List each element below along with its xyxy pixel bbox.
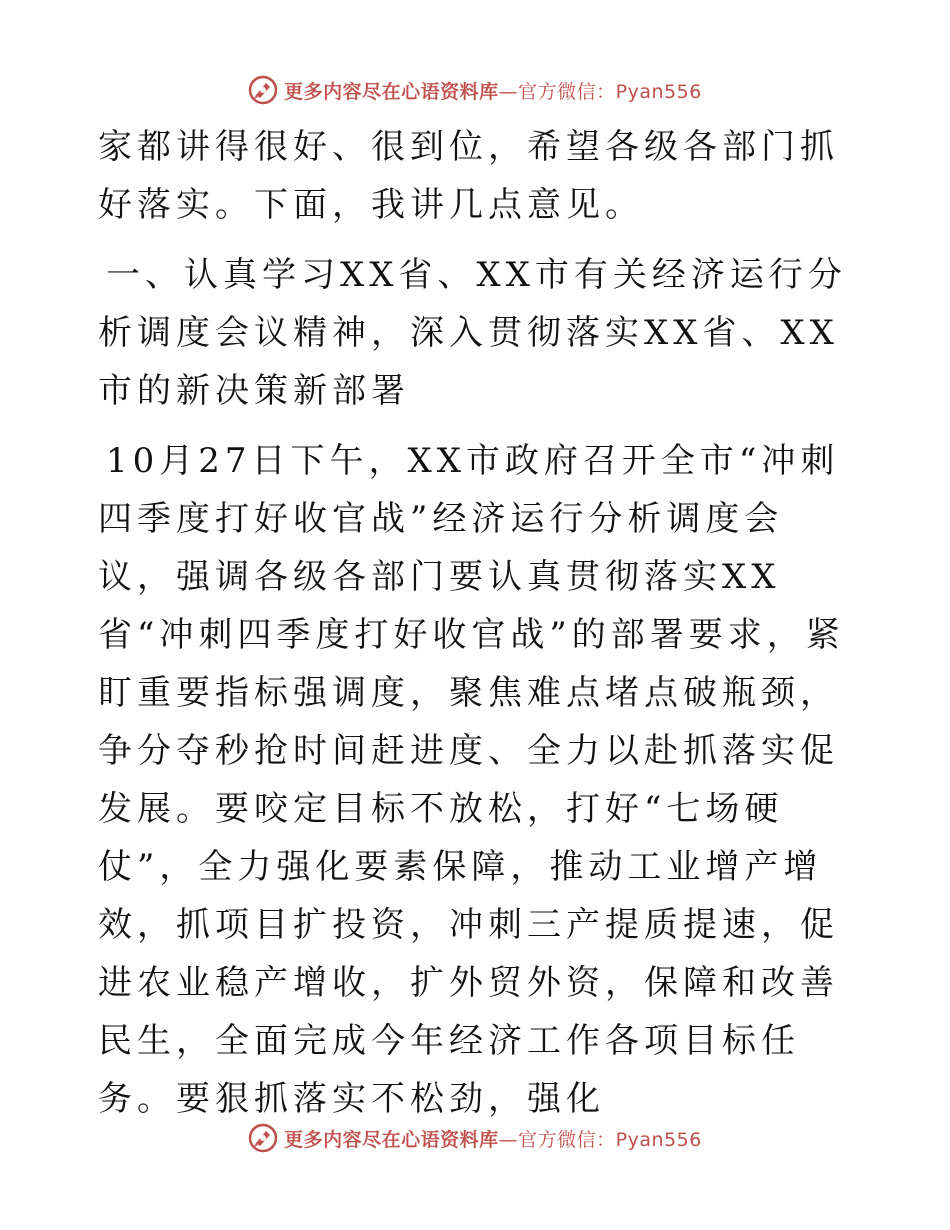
- watermark-separator: —: [498, 1128, 519, 1151]
- watermark-text: [284, 77, 702, 104]
- body-paragraph: 10月27日下午，XX市政府召开全市“冲刺四季度打好收官战”经济运行分析调度会议，强调各级各部门要认真贯彻落实XX省“冲刺四季度打好收官战”的部署要求，紧盯重要指标强调度，聚焦难点堵点破瓶颈，争分夺秒抢时间赶进度、全力以赴抓落实促发展。要咬定目标不放松，打好“七场硬仗”，全力强化要素保障，推动工业增产增效，抓项目扩投资，冲刺三产提质提速，促进农业稳产增收，扩外贸外资，保障和改善民生，全面完成今年经济工作各项目标任务。要狠抓落实不松劲，强化: [98, 441, 845, 1119]
- watermark-brand: 更多内容尽在心语资料库: [284, 80, 499, 103]
- watermark-separator: —: [498, 80, 519, 103]
- watermark-text: [284, 1125, 702, 1152]
- watermark-contact: 官方微信：Pyan556: [518, 80, 702, 103]
- book-pen-logo-icon: [248, 1123, 278, 1153]
- header-watermark: [0, 73, 950, 107]
- footer-watermark: [0, 1121, 950, 1155]
- section-heading: 一、认真学习XX省、XX市有关经济运行分析调度会议精神，深入贯彻落实XX省、XX市的新决策新部署: [98, 255, 847, 411]
- watermark-contact: 官方微信：Pyan556: [518, 1128, 702, 1151]
- body-paragraph: 家都讲得很好、很到位，希望各级各部门抓好落实。下面，我讲几点意见。: [98, 127, 839, 225]
- book-pen-logo-icon: [248, 75, 278, 105]
- watermark-brand: 更多内容尽在心语资料库: [284, 1128, 499, 1151]
- document-body: [98, 118, 858, 1128]
